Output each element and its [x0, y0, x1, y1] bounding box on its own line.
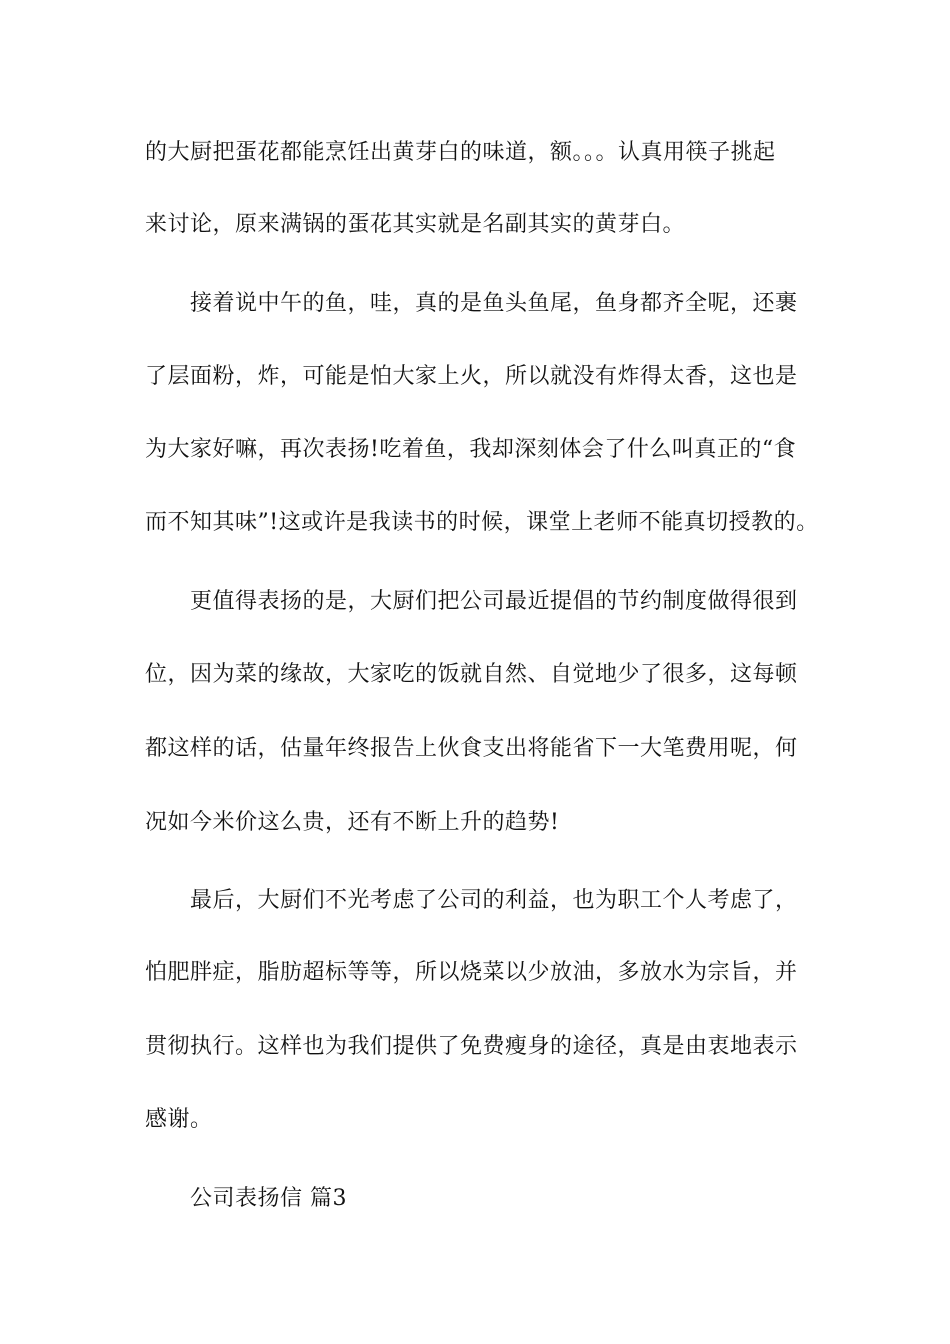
paragraph-line: 了层面粉，炸，可能是怕大家上火，所以就没有炸得太香，这也是 — [145, 364, 798, 389]
paragraph-line: 感谢。 — [145, 1107, 213, 1132]
paragraph-line: 接着说中午的鱼，哇，真的是鱼头鱼尾，鱼身都齐全呢，还裹 — [190, 291, 798, 316]
paragraph-line: 更值得表扬的是，大厨们把公司最近提倡的节约制度做得很到 — [190, 589, 798, 614]
paragraph-line: 来讨论，原来满锅的蛋花其实就是名副其实的黄芽白。 — [145, 212, 686, 237]
paragraph-line: 都这样的话，估量年终报告上伙食支出将能省下一大笔费用呢，何 — [145, 736, 798, 761]
paragraph-line: 的大厨把蛋花都能烹饪出黄芽白的味道，额。。。认真用筷子挑起 — [145, 140, 776, 165]
paragraph-line: 为大家好嘛，再次表扬!吃着鱼，我却深刻体会了什么叫真正的“食 — [145, 437, 797, 462]
paragraph-line: 位，因为菜的缘故，大家吃的饭就自然、自觉地少了很多，这每顿 — [145, 662, 798, 687]
paragraph-line: 最后，大厨们不光考虑了公司的利益，也为职工个人考虑了， — [190, 888, 798, 913]
paragraph-line: 况如今米价这么贵，还有不断上升的趋势! — [145, 810, 560, 835]
paragraph-line: 贯彻执行。这样也为我们提供了免费瘦身的途径，真是由衷地表示 — [145, 1034, 798, 1059]
paragraph-line: 而不知其味”!这或许是我读书的时候，课堂上老师不能真切授教的。 — [145, 510, 819, 535]
section-heading: 公司表扬信 篇3 — [190, 1186, 347, 1211]
paragraph-line: 怕肥胖症，脂肪超标等等，所以烧菜以少放油，多放水为宗旨，并 — [145, 960, 798, 985]
